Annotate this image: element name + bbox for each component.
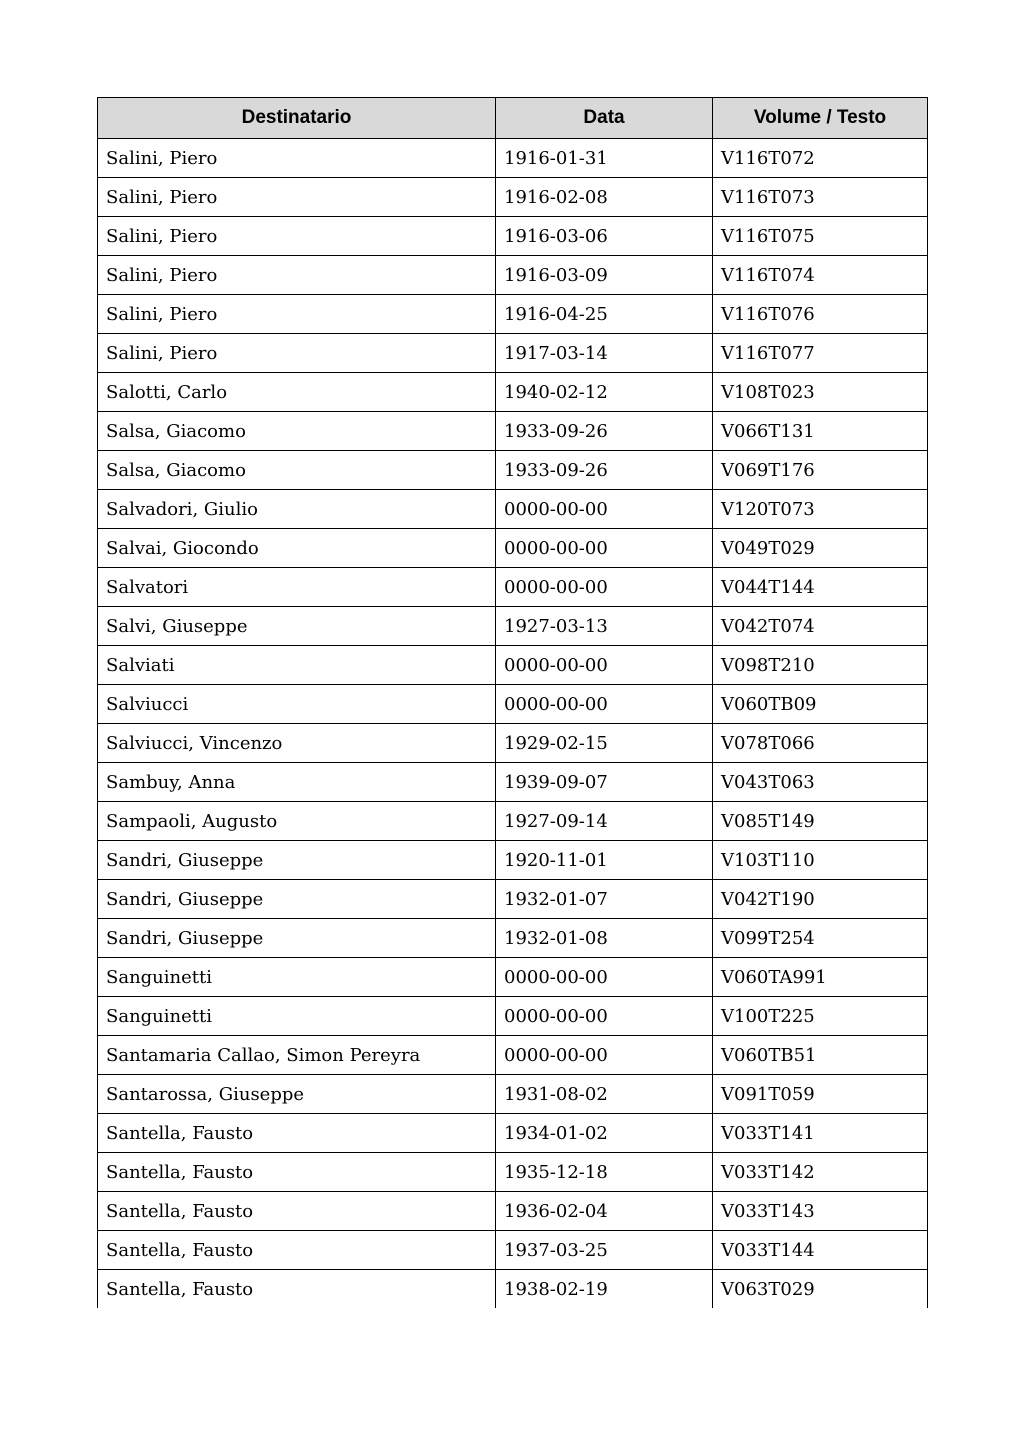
table-row [98,763,928,802]
cell-volume-testo: V033T141 [713,1114,928,1153]
cell-volume-testo: V120T073 [713,490,928,529]
cell-data: 1916-02-08 [496,178,713,217]
cell-volume-testo: V063T029 [713,1270,928,1309]
cell-destinatario: Salvadori, Giulio [98,490,496,529]
cell-volume-testo: V116T077 [713,334,928,373]
cell-volume-testo: V042T190 [713,880,928,919]
table-row [98,841,928,880]
cell-destinatario: Sandri, Giuseppe [98,841,496,880]
cell-volume-testo: V103T110 [713,841,928,880]
header-data: Data [496,98,713,139]
cell-destinatario: Salvai, Giocondo [98,529,496,568]
cell-volume-testo: V044T144 [713,568,928,607]
table-row [98,919,928,958]
cell-destinatario: Santarossa, Giuseppe [98,1075,496,1114]
cell-destinatario: Salsa, Giacomo [98,451,496,490]
cell-destinatario: Salini, Piero [98,334,496,373]
cell-data: 1936-02-04 [496,1192,713,1231]
cell-data: 0000-00-00 [496,568,713,607]
cell-data: 1916-03-09 [496,256,713,295]
cell-volume-testo: V116T072 [713,139,928,178]
table-row [98,529,928,568]
cell-data: 1929-02-15 [496,724,713,763]
table-row [98,685,928,724]
table-row [98,412,928,451]
cell-destinatario: Salini, Piero [98,178,496,217]
cell-volume-testo: V098T210 [713,646,928,685]
cell-data: 1934-01-02 [496,1114,713,1153]
cell-data: 1932-01-07 [496,880,713,919]
cell-destinatario: Salvatori [98,568,496,607]
cell-destinatario: Sandri, Giuseppe [98,919,496,958]
cell-data: 1920-11-01 [496,841,713,880]
cell-destinatario: Salini, Piero [98,295,496,334]
table-row [98,1231,928,1270]
cell-destinatario: Santella, Fausto [98,1270,496,1309]
cell-volume-testo: V060TA991 [713,958,928,997]
correspondence-table [97,97,928,1308]
table-row [98,1036,928,1075]
cell-data: 0000-00-00 [496,646,713,685]
table-row [98,607,928,646]
cell-data: 1939-09-07 [496,763,713,802]
table-row [98,1153,928,1192]
cell-data: 1916-03-06 [496,217,713,256]
cell-volume-testo: V043T063 [713,763,928,802]
table-row [98,568,928,607]
cell-destinatario: Salsa, Giacomo [98,412,496,451]
cell-destinatario: Salviucci, Vincenzo [98,724,496,763]
cell-data: 1916-04-25 [496,295,713,334]
cell-destinatario: Salviati [98,646,496,685]
cell-destinatario: Salvi, Giuseppe [98,607,496,646]
cell-volume-testo: V091T059 [713,1075,928,1114]
cell-destinatario: Sanguinetti [98,997,496,1036]
cell-destinatario: Sambuy, Anna [98,763,496,802]
cell-data: 0000-00-00 [496,490,713,529]
cell-data: 1931-08-02 [496,1075,713,1114]
cell-volume-testo: V066T131 [713,412,928,451]
cell-volume-testo: V060TB51 [713,1036,928,1075]
cell-volume-testo: V099T254 [713,919,928,958]
cell-volume-testo: V033T142 [713,1153,928,1192]
table-row [98,139,928,178]
cell-volume-testo: V060TB09 [713,685,928,724]
cell-destinatario: Santella, Fausto [98,1231,496,1270]
cell-volume-testo: V108T023 [713,373,928,412]
cell-data: 1927-09-14 [496,802,713,841]
cell-destinatario: Sandri, Giuseppe [98,880,496,919]
table-row [98,958,928,997]
cell-volume-testo: V085T149 [713,802,928,841]
cell-data: 1927-03-13 [496,607,713,646]
table-row [98,451,928,490]
cell-data: 1935-12-18 [496,1153,713,1192]
header-destinatario: Destinatario [98,98,496,139]
table-row [98,997,928,1036]
cell-destinatario: Sanguinetti [98,958,496,997]
cell-data: 1933-09-26 [496,412,713,451]
cell-data: 0000-00-00 [496,529,713,568]
cell-destinatario: Santella, Fausto [98,1114,496,1153]
table-body [98,139,928,1309]
cell-destinatario: Santella, Fausto [98,1153,496,1192]
cell-volume-testo: V078T066 [713,724,928,763]
table-row [98,880,928,919]
cell-volume-testo: V100T225 [713,997,928,1036]
table-row [98,1114,928,1153]
cell-volume-testo: V033T144 [713,1231,928,1270]
cell-destinatario: Santamaria Callao, Simon Pereyra [98,1036,496,1075]
cell-volume-testo: V116T076 [713,295,928,334]
cell-destinatario: Salini, Piero [98,217,496,256]
cell-data: 0000-00-00 [496,958,713,997]
table-row [98,490,928,529]
table-row [98,256,928,295]
table-row [98,802,928,841]
table-row [98,217,928,256]
cell-volume-testo: V033T143 [713,1192,928,1231]
cell-volume-testo: V042T074 [713,607,928,646]
cell-destinatario: Salini, Piero [98,256,496,295]
table-row [98,334,928,373]
cell-data: 0000-00-00 [496,997,713,1036]
cell-data: 0000-00-00 [496,1036,713,1075]
cell-data: 1932-01-08 [496,919,713,958]
table-row [98,1075,928,1114]
cell-volume-testo: V069T176 [713,451,928,490]
cell-destinatario: Salotti, Carlo [98,373,496,412]
table-row [98,1270,928,1309]
cell-volume-testo: V116T073 [713,178,928,217]
cell-data: 0000-00-00 [496,685,713,724]
cell-data: 1937-03-25 [496,1231,713,1270]
cell-data: 1938-02-19 [496,1270,713,1309]
table-row [98,646,928,685]
cell-destinatario: Santella, Fausto [98,1192,496,1231]
header-volume-testo: Volume / Testo [713,98,928,139]
cell-data: 1933-09-26 [496,451,713,490]
cell-data: 1917-03-14 [496,334,713,373]
cell-volume-testo: V116T075 [713,217,928,256]
cell-data: 1940-02-12 [496,373,713,412]
table-row [98,724,928,763]
table-row [98,178,928,217]
cell-destinatario: Salini, Piero [98,139,496,178]
cell-volume-testo: V116T074 [713,256,928,295]
cell-data: 1916-01-31 [496,139,713,178]
cell-destinatario: Salviucci [98,685,496,724]
table-row [98,1192,928,1231]
table-row [98,373,928,412]
header-row [98,98,928,139]
cell-destinatario: Sampaoli, Augusto [98,802,496,841]
cell-volume-testo: V049T029 [713,529,928,568]
table-row [98,295,928,334]
